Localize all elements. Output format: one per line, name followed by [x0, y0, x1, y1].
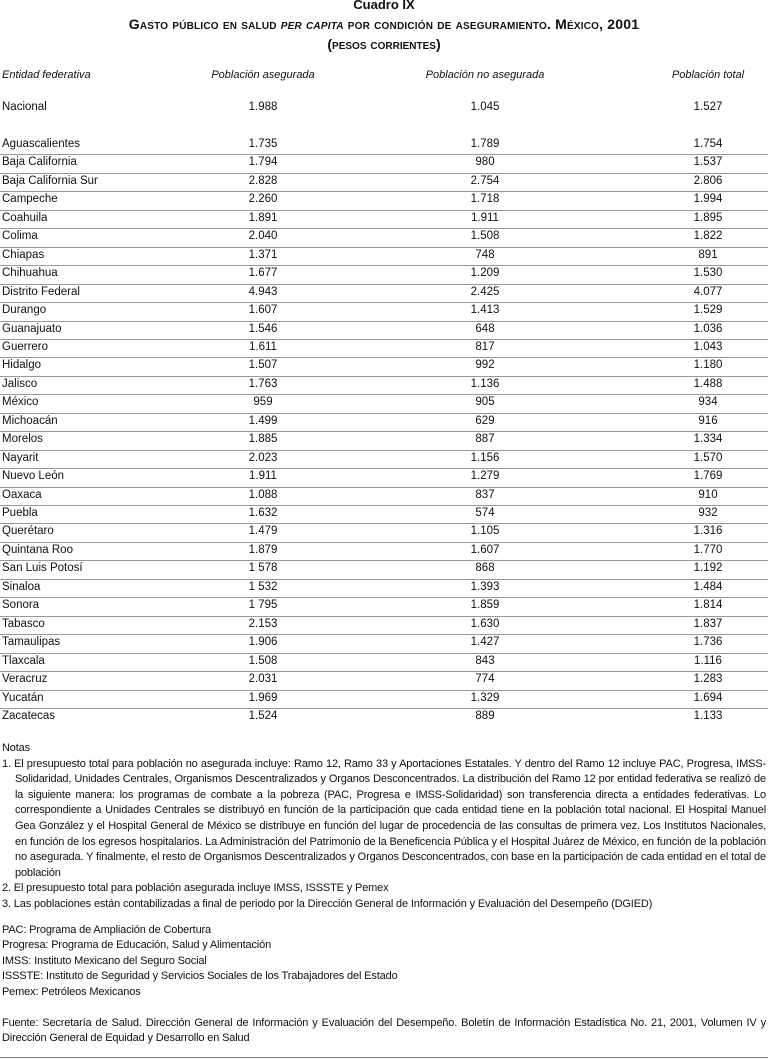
table-row — [0, 487, 768, 505]
cell-total: 1.770 — [693, 543, 723, 556]
table-row — [0, 505, 768, 523]
header-total: Población total — [671, 69, 745, 81]
cell-asegurada: 1 578 — [248, 562, 278, 575]
abbreviations — [2, 923, 766, 1000]
cell-entidad: Sinaloa — [2, 580, 41, 593]
row-separator — [0, 284, 768, 285]
table-row — [0, 228, 768, 246]
cell-total: 1.192 — [693, 562, 723, 575]
cell-asegurada: 1.632 — [248, 507, 278, 519]
cell-entidad: Michoacán — [2, 414, 58, 427]
table-row — [0, 339, 768, 357]
cell-total: 1.570 — [693, 451, 723, 464]
cell-total: 1.537 — [693, 156, 723, 169]
cell-no-asegurada: 748 — [475, 248, 495, 261]
table-row — [0, 690, 768, 708]
cell-no-asegurada: 1.427 — [470, 636, 500, 649]
cell-entidad: México — [2, 396, 39, 409]
cell-entidad: Querétaro — [2, 525, 54, 538]
cell-asegurada: 1.479 — [248, 525, 278, 538]
table-row — [0, 413, 768, 431]
row-separator — [0, 394, 768, 395]
header-entidad: Entidad federativa — [2, 69, 91, 81]
table-row — [0, 265, 768, 283]
notes-section — [2, 741, 766, 913]
cell-total: 1.822 — [693, 230, 723, 243]
cell-no-asegurada: 2.425 — [470, 285, 500, 298]
cell-no-asegurada: 843 — [475, 654, 495, 667]
cell-entidad: Distrito Federal — [2, 285, 80, 298]
table-row — [0, 450, 768, 468]
cell-asegurada: 1.879 — [248, 543, 278, 556]
row-separator — [0, 671, 768, 672]
cell-no-asegurada: 1.156 — [470, 451, 500, 464]
table-row — [0, 579, 768, 597]
row-separator — [0, 597, 768, 598]
row-separator — [0, 247, 768, 248]
cell-total: 1.043 — [693, 340, 723, 353]
table-label: Cuadro IX — [353, 0, 415, 12]
cell-entidad: Tamaulipas — [2, 636, 61, 649]
cell-asegurada: 1.499 — [248, 414, 278, 427]
cell-entidad: Nacional — [2, 101, 47, 113]
cell-entidad: Hidalgo — [2, 359, 41, 372]
cell-no-asegurada: 1.508 — [470, 230, 500, 243]
title-part: por condición de aseguramiento. México, 2001 — [343, 16, 640, 32]
cell-total: 932 — [698, 507, 718, 519]
table-row — [0, 671, 768, 689]
table-row — [0, 247, 768, 265]
cell-total: 1.736 — [693, 636, 723, 649]
header-asegurada: Población asegurada — [211, 69, 315, 81]
cell-asegurada: 1.607 — [248, 304, 278, 317]
cell-total: 1.316 — [693, 525, 723, 538]
cell-no-asegurada: 1.045 — [470, 101, 500, 113]
cell-asegurada: 1.735 — [248, 138, 278, 150]
row-separator — [0, 450, 768, 451]
cell-asegurada: 2.260 — [248, 193, 278, 206]
abbr-pemex: Pemex: Petróleos Mexicanos — [2, 985, 141, 998]
cell-asegurada: 2.828 — [248, 174, 278, 187]
abbr-issste: ISSSTE: Instituto de Seguridad y Servicios Sociales de los Trabajadores del Estado — [2, 970, 398, 983]
cell-no-asegurada: 1.329 — [470, 691, 500, 704]
cell-total: 1.488 — [693, 377, 723, 390]
table-row — [0, 634, 768, 652]
cell-no-asegurada: 574 — [475, 507, 495, 519]
cell-total: 1.754 — [693, 138, 723, 150]
cell-asegurada: 1.911 — [249, 470, 277, 483]
cell-entidad: Baja California Sur — [2, 174, 98, 187]
cell-entidad: Chiapas — [2, 248, 45, 261]
note-1: 1. El presupuesto total para población no asegurada incluye: Ramo 12, Ramo 33 y Aportaciones Estatales. Y dentro del Ramo 12 incluye PAC, Progresa, IMSS-Solidaridad, Unidades Centrales, Organismos Descentralizados y Organos Desconcentrados. La distribución del Ramo 12 por entidad federativa se realizó de la siguiente manera: los programas de combate a la pobreza (PAC, Progresa e IMSS-Solidaridad) son transferencia directa a entidades federativas. Lo correspondiente a Unidades Centrales se distribuyó en función de la participación que cada entidad tiene en la población total nacional. El Hospital Manuel Gea González y el Hospital General de México se distribuye en función del lugar de procedencia de las consultas de primera vez. Los Institutos Nacionales, en función de los egresos hospitalarios. La Administración del Patrimonio de la Beneficencia Pública y el Hospital Juárez de México, en función de la población no asegurada. Y finalmente, el resto de Organismos Descentralizados y Organos Desconcentrados, con base en la participación de cada entidad en el total de población — [2, 757, 766, 879]
row-separator — [0, 191, 768, 192]
cell-asegurada: 1.794 — [248, 156, 278, 169]
source-note: Fuente: Secretaría de Salud. Dirección General de Información y Evaluación del Desempeño. Boletín de Información Estadística No. 21, 2001, Volumen IV y Dirección General de Equidad y Desarrollo en Salud — [2, 1017, 766, 1045]
table-row — [0, 708, 768, 726]
cell-entidad: Guanajuato — [2, 322, 62, 335]
cell-entidad: Coahuila — [2, 211, 48, 224]
cell-no-asegurada: 1.911 — [471, 211, 499, 224]
abbr-imss: IMSS: Instituto Mexicano del Seguro Social — [2, 954, 207, 967]
bottom-rule — [0, 1057, 768, 1058]
row-separator — [0, 321, 768, 322]
cell-asegurada: 1.371 — [248, 248, 278, 261]
cell-asegurada: 1.891 — [248, 211, 278, 224]
cell-entidad: Campeche — [2, 193, 58, 206]
table-row — [0, 210, 768, 228]
cell-asegurada: 1.988 — [248, 101, 278, 113]
cell-no-asegurada: 1.105 — [470, 525, 500, 538]
cell-asegurada: 1.088 — [248, 488, 278, 501]
table-subtitle: (pesos corrientes) — [327, 36, 441, 52]
cell-no-asegurada: 629 — [475, 414, 495, 427]
table-row — [0, 616, 768, 634]
table-row — [0, 523, 768, 541]
cell-asegurada: 1.969 — [248, 691, 278, 704]
row-separator — [0, 265, 768, 266]
row-separator — [0, 634, 768, 635]
cell-entidad: Colima — [2, 230, 38, 243]
row-separator — [0, 690, 768, 691]
cell-entidad: Veracruz — [2, 673, 48, 686]
title-part: Gasto público en salud — [128, 16, 281, 32]
cell-entidad: Sonora — [2, 599, 40, 612]
cell-no-asegurada: 774 — [475, 673, 495, 686]
cell-entidad: Morelos — [2, 433, 43, 446]
cell-asegurada: 1.677 — [248, 267, 278, 280]
row-separator — [0, 653, 768, 654]
cell-total: 2.806 — [693, 174, 723, 187]
row-separator — [0, 339, 768, 340]
table-row — [0, 191, 768, 209]
table-row — [0, 394, 768, 412]
cell-no-asegurada: 1.413 — [470, 304, 500, 317]
cell-asegurada: 2.023 — [248, 451, 278, 464]
row-separator — [0, 376, 768, 377]
table-row — [0, 357, 768, 375]
cell-no-asegurada: 837 — [475, 488, 495, 501]
cell-no-asegurada: 868 — [475, 562, 495, 575]
table-row — [0, 136, 768, 154]
cell-total: 1.334 — [693, 433, 723, 446]
row-separator — [0, 542, 768, 543]
cell-entidad: Guerrero — [2, 340, 49, 353]
cell-total: 1.116 — [694, 654, 722, 667]
abbr-progresa: Progresa: Programa de Educación, Salud y Alimentación — [2, 939, 272, 952]
row-separator — [0, 431, 768, 432]
table-row — [0, 173, 768, 191]
cell-total: 1.530 — [693, 267, 723, 280]
row-separator — [0, 560, 768, 561]
table-row — [0, 321, 768, 339]
cell-entidad: Baja California — [2, 156, 77, 169]
table-row — [0, 597, 768, 615]
cell-asegurada: 2.153 — [248, 617, 278, 630]
cell-no-asegurada: 817 — [475, 340, 495, 353]
cell-asegurada: 1.524 — [248, 709, 278, 722]
cell-no-asegurada: 887 — [475, 433, 495, 446]
cell-entidad: Tabasco — [2, 617, 45, 630]
table-title — [0, 16, 768, 32]
table-row — [0, 560, 768, 578]
cell-asegurada: 2.040 — [248, 230, 278, 243]
note-2: 2. El presupuesto total para población asegurada incluye IMSS, ISSSTE y Pemex — [2, 882, 389, 895]
table-row — [0, 99, 768, 117]
table-row — [0, 284, 768, 302]
cell-asegurada: 1.611 — [249, 340, 277, 353]
table-row — [0, 431, 768, 449]
cell-no-asegurada: 1.630 — [470, 617, 500, 630]
row-separator — [0, 228, 768, 229]
cell-no-asegurada: 2.754 — [470, 174, 500, 187]
cell-entidad: Yucatán — [2, 691, 44, 704]
cell-asegurada: 1.763 — [248, 377, 278, 390]
cell-total: 1.769 — [693, 470, 723, 483]
table-row — [0, 542, 768, 560]
cell-total: 1.283 — [693, 673, 723, 686]
cell-no-asegurada: 905 — [475, 396, 495, 409]
cell-entidad: Quintana Roo — [2, 543, 73, 556]
cell-no-asegurada: 1.136 — [470, 377, 500, 390]
cell-asegurada: 1 795 — [248, 599, 278, 612]
cell-total: 1.529 — [693, 304, 723, 317]
cell-asegurada: 4.943 — [248, 285, 278, 298]
cell-asegurada: 1.885 — [248, 433, 278, 446]
cell-asegurada: 1.906 — [248, 636, 278, 649]
row-separator — [0, 487, 768, 488]
cell-total: 1.133 — [693, 709, 723, 722]
cell-no-asegurada: 889 — [475, 709, 495, 722]
row-separator — [0, 708, 768, 709]
cell-total: 1.994 — [693, 193, 723, 206]
cell-entidad: Oaxaca — [2, 488, 42, 501]
cell-total: 1.180 — [693, 359, 723, 372]
cell-total: 4.077 — [693, 285, 723, 298]
cell-total: 916 — [698, 414, 718, 427]
cell-entidad: Nuevo León — [2, 470, 65, 483]
cell-asegurada: 1.508 — [248, 654, 278, 667]
cell-no-asegurada: 1.718 — [470, 193, 500, 206]
row-separator — [0, 302, 768, 303]
cell-asegurada: 1.507 — [248, 359, 278, 372]
note-3: 3. Las poblaciones están contabilizadas a final de periodo por la Dirección General de Información y Evaluación del Desempeño (DGIED) — [2, 897, 653, 910]
table-row — [0, 302, 768, 320]
cell-entidad: Aguascalientes — [2, 138, 80, 150]
cell-no-asegurada: 992 — [475, 359, 495, 372]
table-row — [0, 468, 768, 486]
cell-entidad: Tlaxcala — [2, 654, 45, 667]
cell-no-asegurada: 1.393 — [470, 580, 500, 593]
table-row — [0, 653, 768, 671]
cell-total: 1.814 — [693, 599, 723, 612]
cell-total: 1.895 — [693, 211, 723, 224]
row-separator — [0, 413, 768, 414]
cell-entidad: Durango — [2, 304, 47, 317]
row-separator — [0, 357, 768, 358]
table-row — [0, 376, 768, 394]
abbr-pac: PAC: Programa de Ampliación de Cobertura — [2, 924, 212, 936]
cell-total: 910 — [698, 488, 718, 501]
cell-entidad: Jalisco — [2, 377, 38, 390]
cell-no-asegurada: 1.607 — [470, 543, 500, 556]
cell-entidad: Chihuahua — [2, 267, 58, 280]
row-separator — [0, 616, 768, 617]
cell-no-asegurada: 980 — [475, 156, 495, 169]
cell-total: 1.694 — [693, 691, 723, 704]
cell-asegurada: 1.546 — [248, 322, 278, 335]
title-italic: per capita — [280, 16, 344, 32]
cell-no-asegurada: 1.859 — [470, 599, 500, 612]
cell-entidad: Puebla — [2, 507, 38, 519]
row-separator — [0, 523, 768, 524]
cell-no-asegurada: 1.789 — [470, 138, 500, 150]
cell-no-asegurada: 1.209 — [470, 267, 500, 280]
cell-entidad: Zacatecas — [2, 709, 56, 722]
cell-no-asegurada: 1.279 — [470, 470, 500, 483]
table-row — [0, 154, 768, 172]
row-separator — [0, 468, 768, 469]
cell-total: 934 — [698, 396, 718, 409]
cell-total: 891 — [698, 248, 718, 261]
cell-asegurada: 2.031 — [248, 673, 278, 686]
cell-asegurada: 959 — [253, 396, 273, 409]
header-no-asegurada: Población no asegurada — [425, 69, 545, 81]
row-separator — [0, 505, 768, 506]
row-separator — [0, 579, 768, 580]
cell-total: 1.036 — [693, 322, 723, 335]
notes-heading: Notas — [2, 742, 30, 754]
cell-total: 1.527 — [693, 101, 723, 113]
row-separator — [0, 154, 768, 155]
cell-no-asegurada: 648 — [475, 322, 495, 335]
cell-asegurada: 1 532 — [248, 580, 278, 593]
cell-total: 1.484 — [693, 580, 723, 593]
row-separator — [0, 210, 768, 211]
cell-total: 1.837 — [693, 617, 723, 630]
cell-entidad: San Luis Potosí — [2, 562, 83, 575]
row-separator — [0, 173, 768, 174]
cell-entidad: Nayarit — [2, 451, 39, 464]
